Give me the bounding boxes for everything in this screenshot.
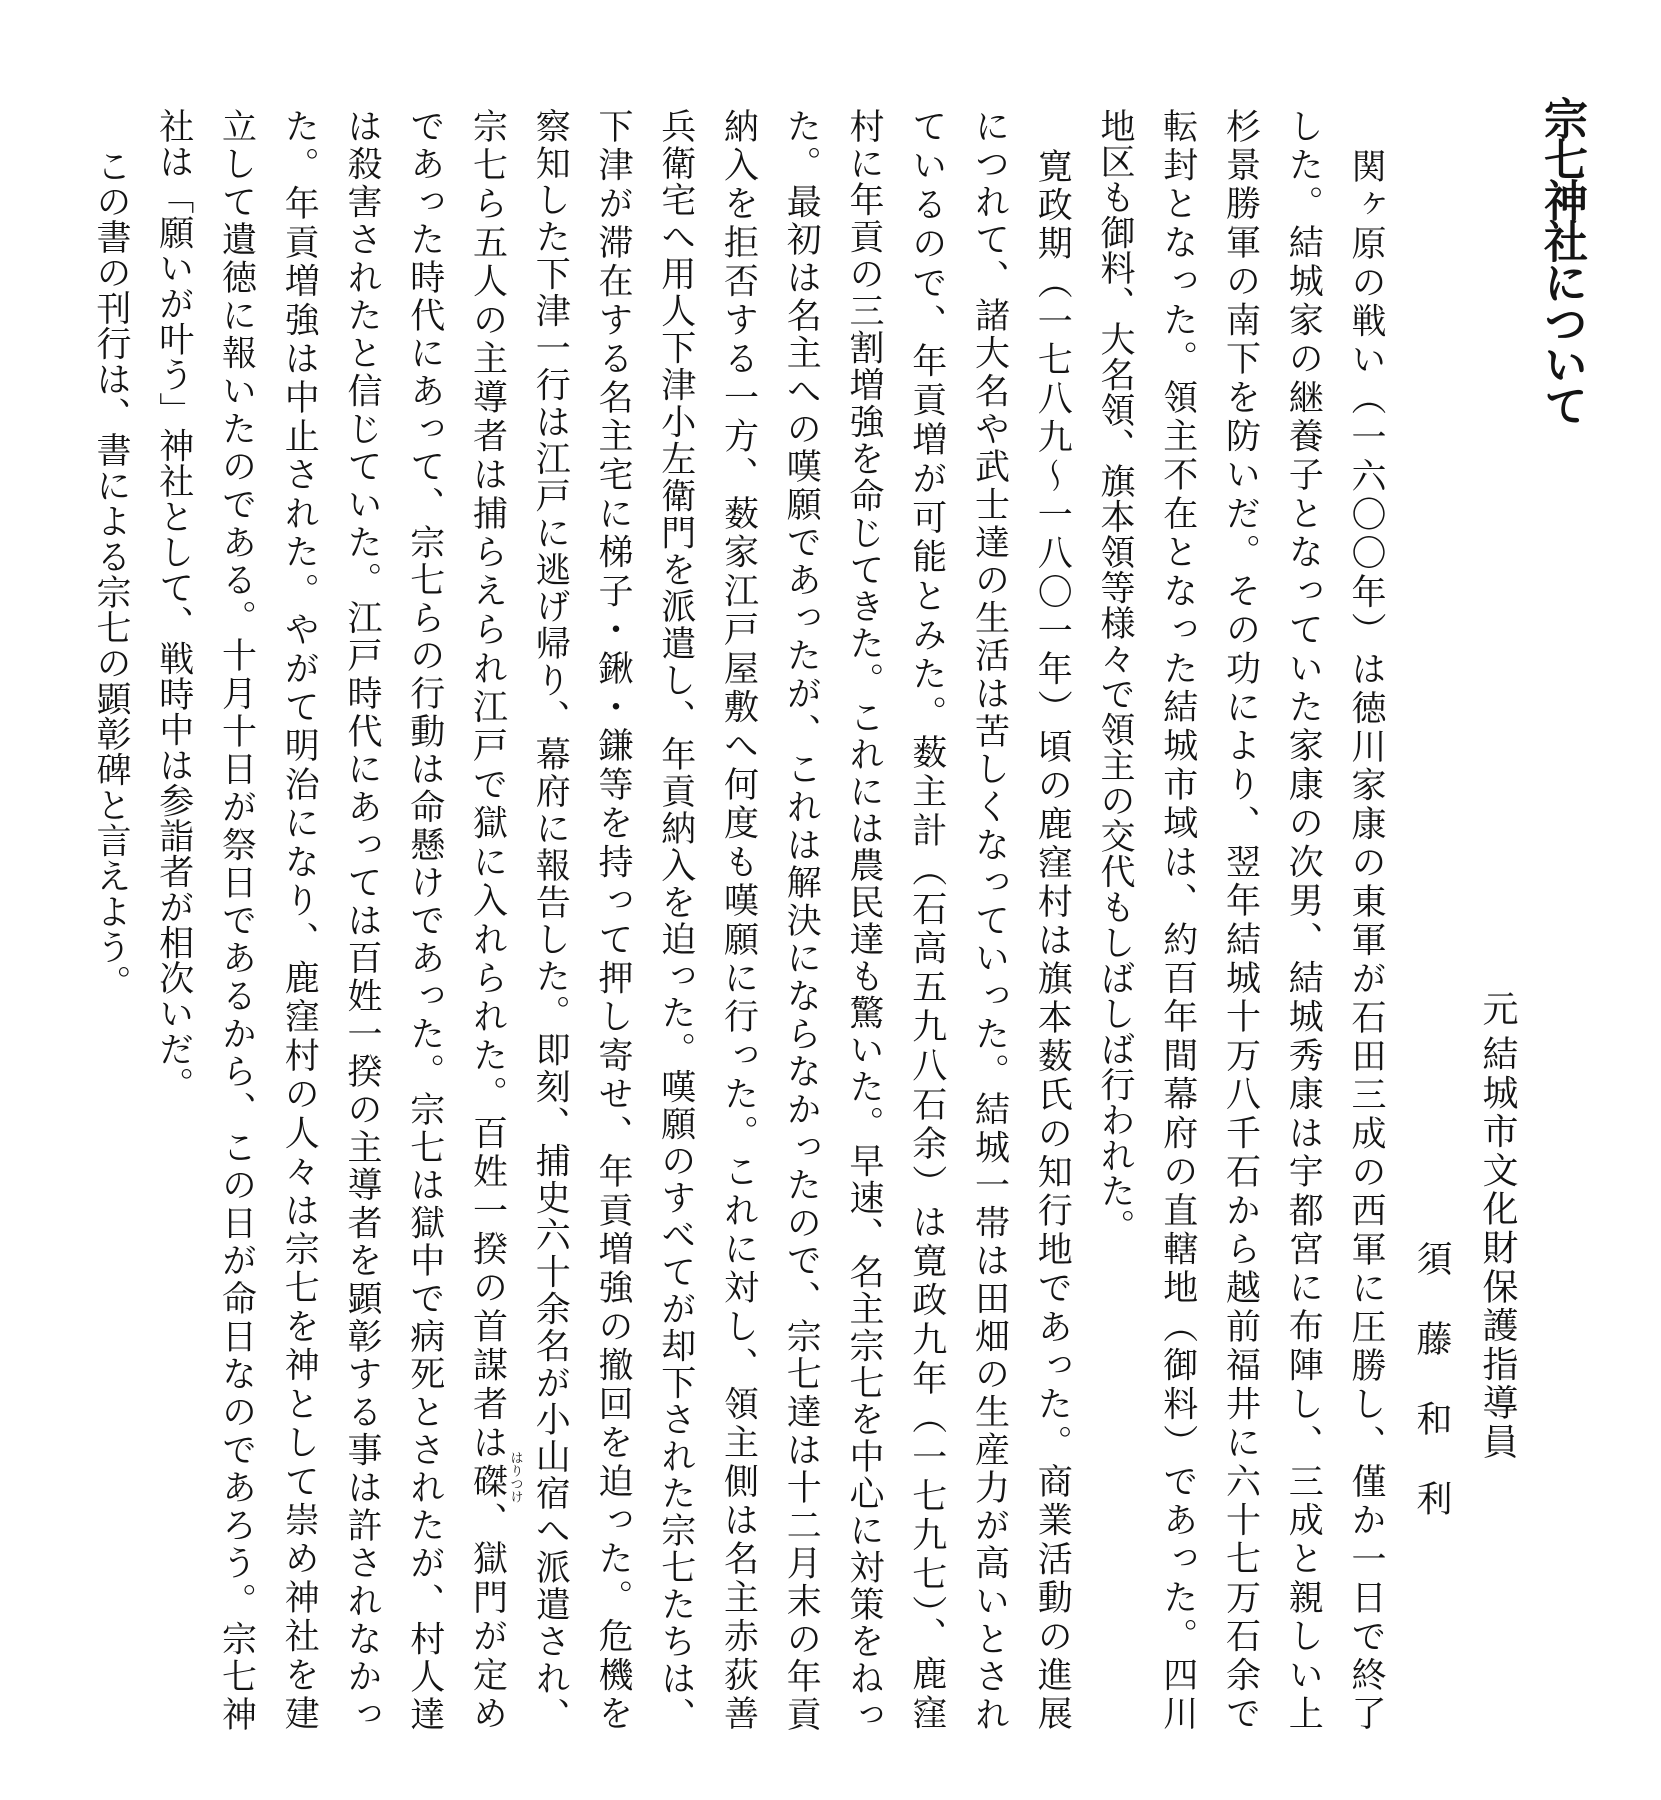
- text-column: [1272, 108, 1335, 1758]
- text-line: 村に年貢の三割増強を命じてきた。これには農民達も驚いた。早速、名主宗七を中心に対策をねっ: [844, 108, 884, 1734]
- author-position-line: [1477, 990, 1517, 1462]
- ruby-reading: はりつけ: [507, 1451, 523, 1503]
- text-column: [268, 108, 331, 1758]
- text-column: [707, 108, 770, 1758]
- text-line: この書の刊行は、書による宗七の顕彰碑と言えよう。: [91, 148, 131, 1000]
- text-column: [456, 108, 523, 1758]
- text-column: [895, 108, 958, 1758]
- text-column: [581, 108, 644, 1758]
- text-segment: 宗七ら五人の主導者は捕らえられ江戸で獄に入れられた。百姓一揆の首謀者は: [467, 108, 508, 1463]
- text-column: [1021, 108, 1084, 1758]
- author-name: 須藤和利: [1411, 1240, 1452, 1560]
- text-column: [330, 108, 393, 1758]
- author-position: 結城市文化財保護指導員: [1477, 1034, 1518, 1462]
- text-line: た。年貢増強は中止された。やがて明治になり、鹿窪村の人々は宗七を神として崇め神社を建: [279, 108, 320, 1734]
- text-column: [393, 108, 456, 1758]
- text-line: た。最初は名主への嘆願であったが、これは解決にならなかったので、宗七達は十二月末の年貢: [781, 108, 822, 1734]
- text-line: 地区も御料、大名領、旗本領等様々で領主の交代もしばしば行われた。: [1095, 108, 1135, 1244]
- article-body: [79, 108, 1397, 1758]
- text-column: [770, 108, 833, 1758]
- text-line: 立して遺徳に報いたのである。十月十日が祭日であるから、この日が命日なのであろう。宗七神: [216, 108, 257, 1734]
- text-column: [958, 108, 1021, 1758]
- text-line: ているので、年貢増が可能とみた。薮主計（石高五九八石余）は寛政九年（一七九七）、鹿窪: [906, 108, 947, 1734]
- text-column: [832, 108, 895, 1758]
- text-line: 兵衛宅へ用人下津小左衛門を派遣し、年貢納入を迫った。嘆願のすべてが却下された宗七たちは、: [655, 108, 696, 1734]
- text-column: [1146, 108, 1209, 1758]
- text-line: 転封となった。領主不在となった結城市域は、約百年間幕府の直轄地（御料）であった。四川: [1157, 108, 1198, 1734]
- article-title: 宗七神社について: [1536, 96, 1587, 424]
- text-column: [1334, 108, 1397, 1758]
- text-line: 寛政期（一七八九～一八〇一年）頃の鹿窪村は旗本薮氏の知行地であった。商業活動の進展: [1032, 148, 1073, 1734]
- text-line: であった時代にあって、宗七らの行動は命懸けであった。宗七は獄中で病死とされたが、村人達: [404, 108, 445, 1734]
- text-line: 社は「願いが叶う」神社として、戦時中は参詣者が相次いだ。: [153, 108, 194, 1102]
- text-line: 杉景勝軍の南下を防いだ。その功により、翌年結城十万八千石から越前福井に六十七万石余で: [1220, 108, 1261, 1734]
- text-column: [142, 108, 205, 1758]
- text-column: [519, 108, 582, 1758]
- ruby-group: [467, 1451, 523, 1503]
- text-line: は殺害されたと信じていた。江戸時代にあっては百姓一揆の主導者を顕彰する事は許されなかっ: [342, 108, 382, 1734]
- text-column: [644, 108, 707, 1758]
- text-column: [205, 108, 268, 1758]
- author-former-prefix: 元: [1477, 990, 1518, 1029]
- text-line: につれて、諸大名や武士達の生活は苦しくなっていった。結城一帯は田畑の生産力が高いとされ: [969, 108, 1010, 1734]
- text-segment: 、獄門が定め: [467, 1501, 508, 1735]
- text-line: 納入を拒否する一方、薮家江戸屋敷へ何度も嘆願に行った。これに対し、領主側は名主赤荻善: [718, 108, 759, 1734]
- text-line: 下津が滞在する名主宅に梯子・鍬・鎌等を持って押し寄せ、年貢増強の撤回を迫った。危機を: [593, 108, 633, 1734]
- text-line: [467, 108, 523, 1735]
- text-column: [1083, 108, 1146, 1758]
- text-line: 関ヶ原の戦い（一六〇〇年）は徳川家康の東軍が石田三成の西軍に圧勝し、僅か一日で終了: [1346, 148, 1386, 1734]
- text-column: [1209, 108, 1272, 1758]
- ruby-base: 磔: [467, 1463, 508, 1502]
- text-line: した。結城家の継養子となっていた家康の次男、結城秀康は宇都宮に布陣し、三成と親しい上: [1283, 108, 1324, 1734]
- text-column: [79, 108, 142, 1758]
- text-line: 察知した下津一行は江戸に逃げ帰り、幕府に報告した。即刻、捕史六十余名が小山宿へ派遣され、: [530, 108, 571, 1734]
